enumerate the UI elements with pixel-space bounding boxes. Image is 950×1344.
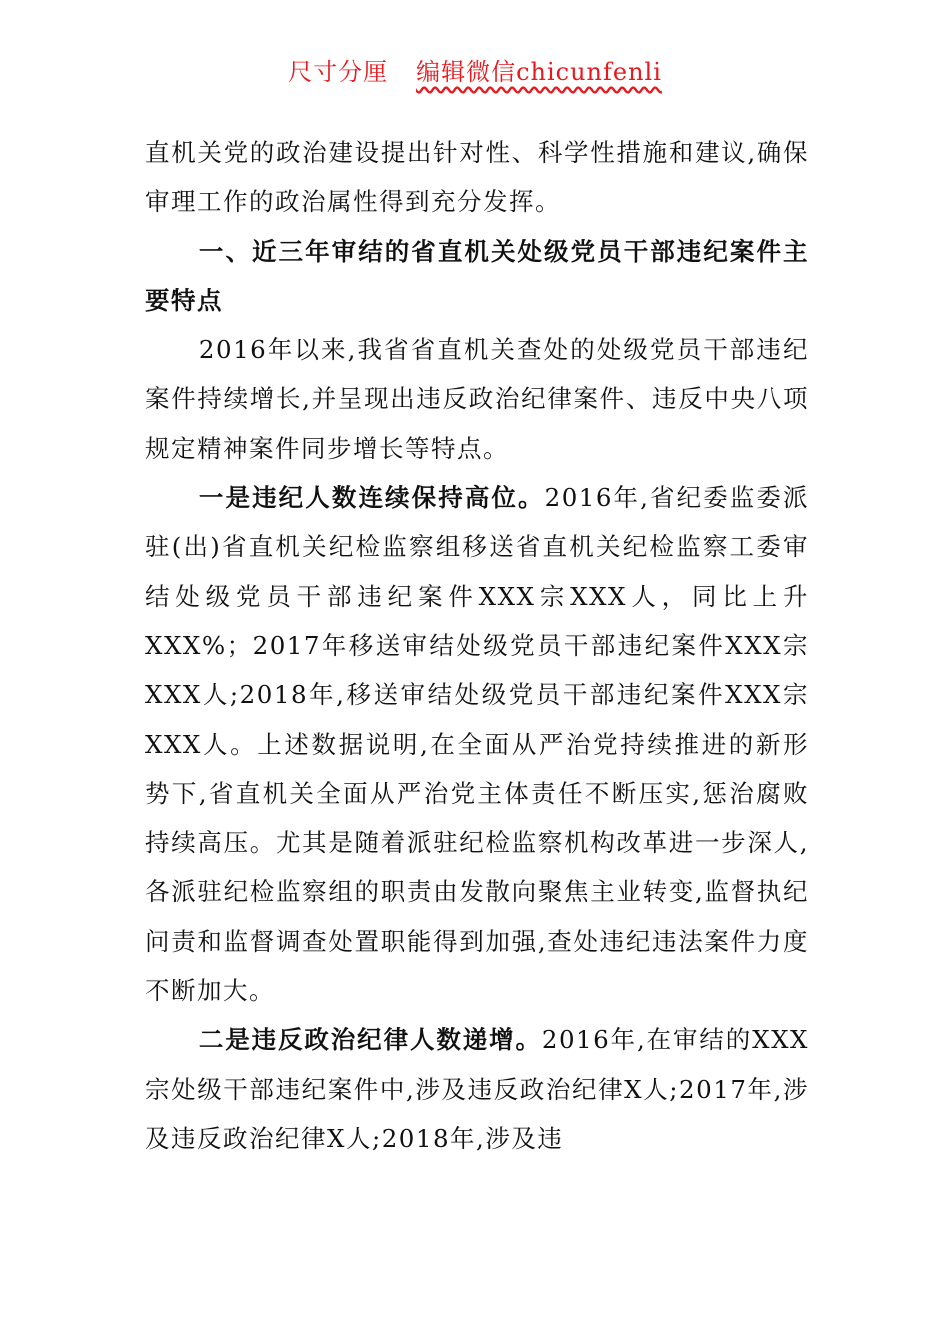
paragraph-continuation: 直机关党的政治建设提出针对性、科学性措施和建议,确保审理工作的政治属性得到充分发挥。: [145, 138, 809, 217]
point-one-lead: 一是违纪人数连续保持高位。: [198, 483, 545, 513]
point-one-body: 2016年,省纪委监委派驻(出)省直机关纪检监察组移送省直机关纪检监察工委审结处级党员干部违纪案件XXX宗XXX人，同比上升XXX%；2017年移送审结处级党员干部违纪案件XXX宗XXX人;2018年,移送审结处级党员干部违纪案件XXX宗XXX人。上述数据说明,在全面从严治党持续推进的新形势下,省直机关全面从严治党主体责任不断压实,惩治腐败持续高压。尤其是随着派驻纪检监察机构改革进一步深人,各派驻纪检监察组的职责由发散向聚焦主业转变,监督执纪问责和监督调查处置职能得到加强,查处违纪违法案件力度不断加大。: [145, 483, 809, 1006]
watermark-contact: 编辑微信chicunfenli: [416, 58, 662, 86]
paragraph-point-two: [145, 1015, 809, 1163]
point-two-body: 2016年,在审结的XXX宗处级干部违纪案件中,涉及违反政治纪律X人;2017年,涉及违反政治纪律X人;2018年,涉及违: [145, 1025, 809, 1153]
watermark-brand: 尺寸分厘: [288, 58, 389, 86]
point-two-lead: 二是违反政治纪律人数递增。: [198, 1025, 542, 1055]
paragraph-intro: 2016年以来,我省省直机关查处的处级党员干部违纪案件持续增长,并呈现出违反政治纪律案件、违反中央八项规定精神案件同步增长等特点。: [145, 335, 809, 463]
paragraph-point-one: [145, 473, 809, 1015]
watermark: [0, 52, 950, 87]
document-body: [145, 128, 809, 1163]
section-heading: 一、近三年审结的省直机关处级党员干部违纪案件主要特点: [145, 236, 809, 315]
